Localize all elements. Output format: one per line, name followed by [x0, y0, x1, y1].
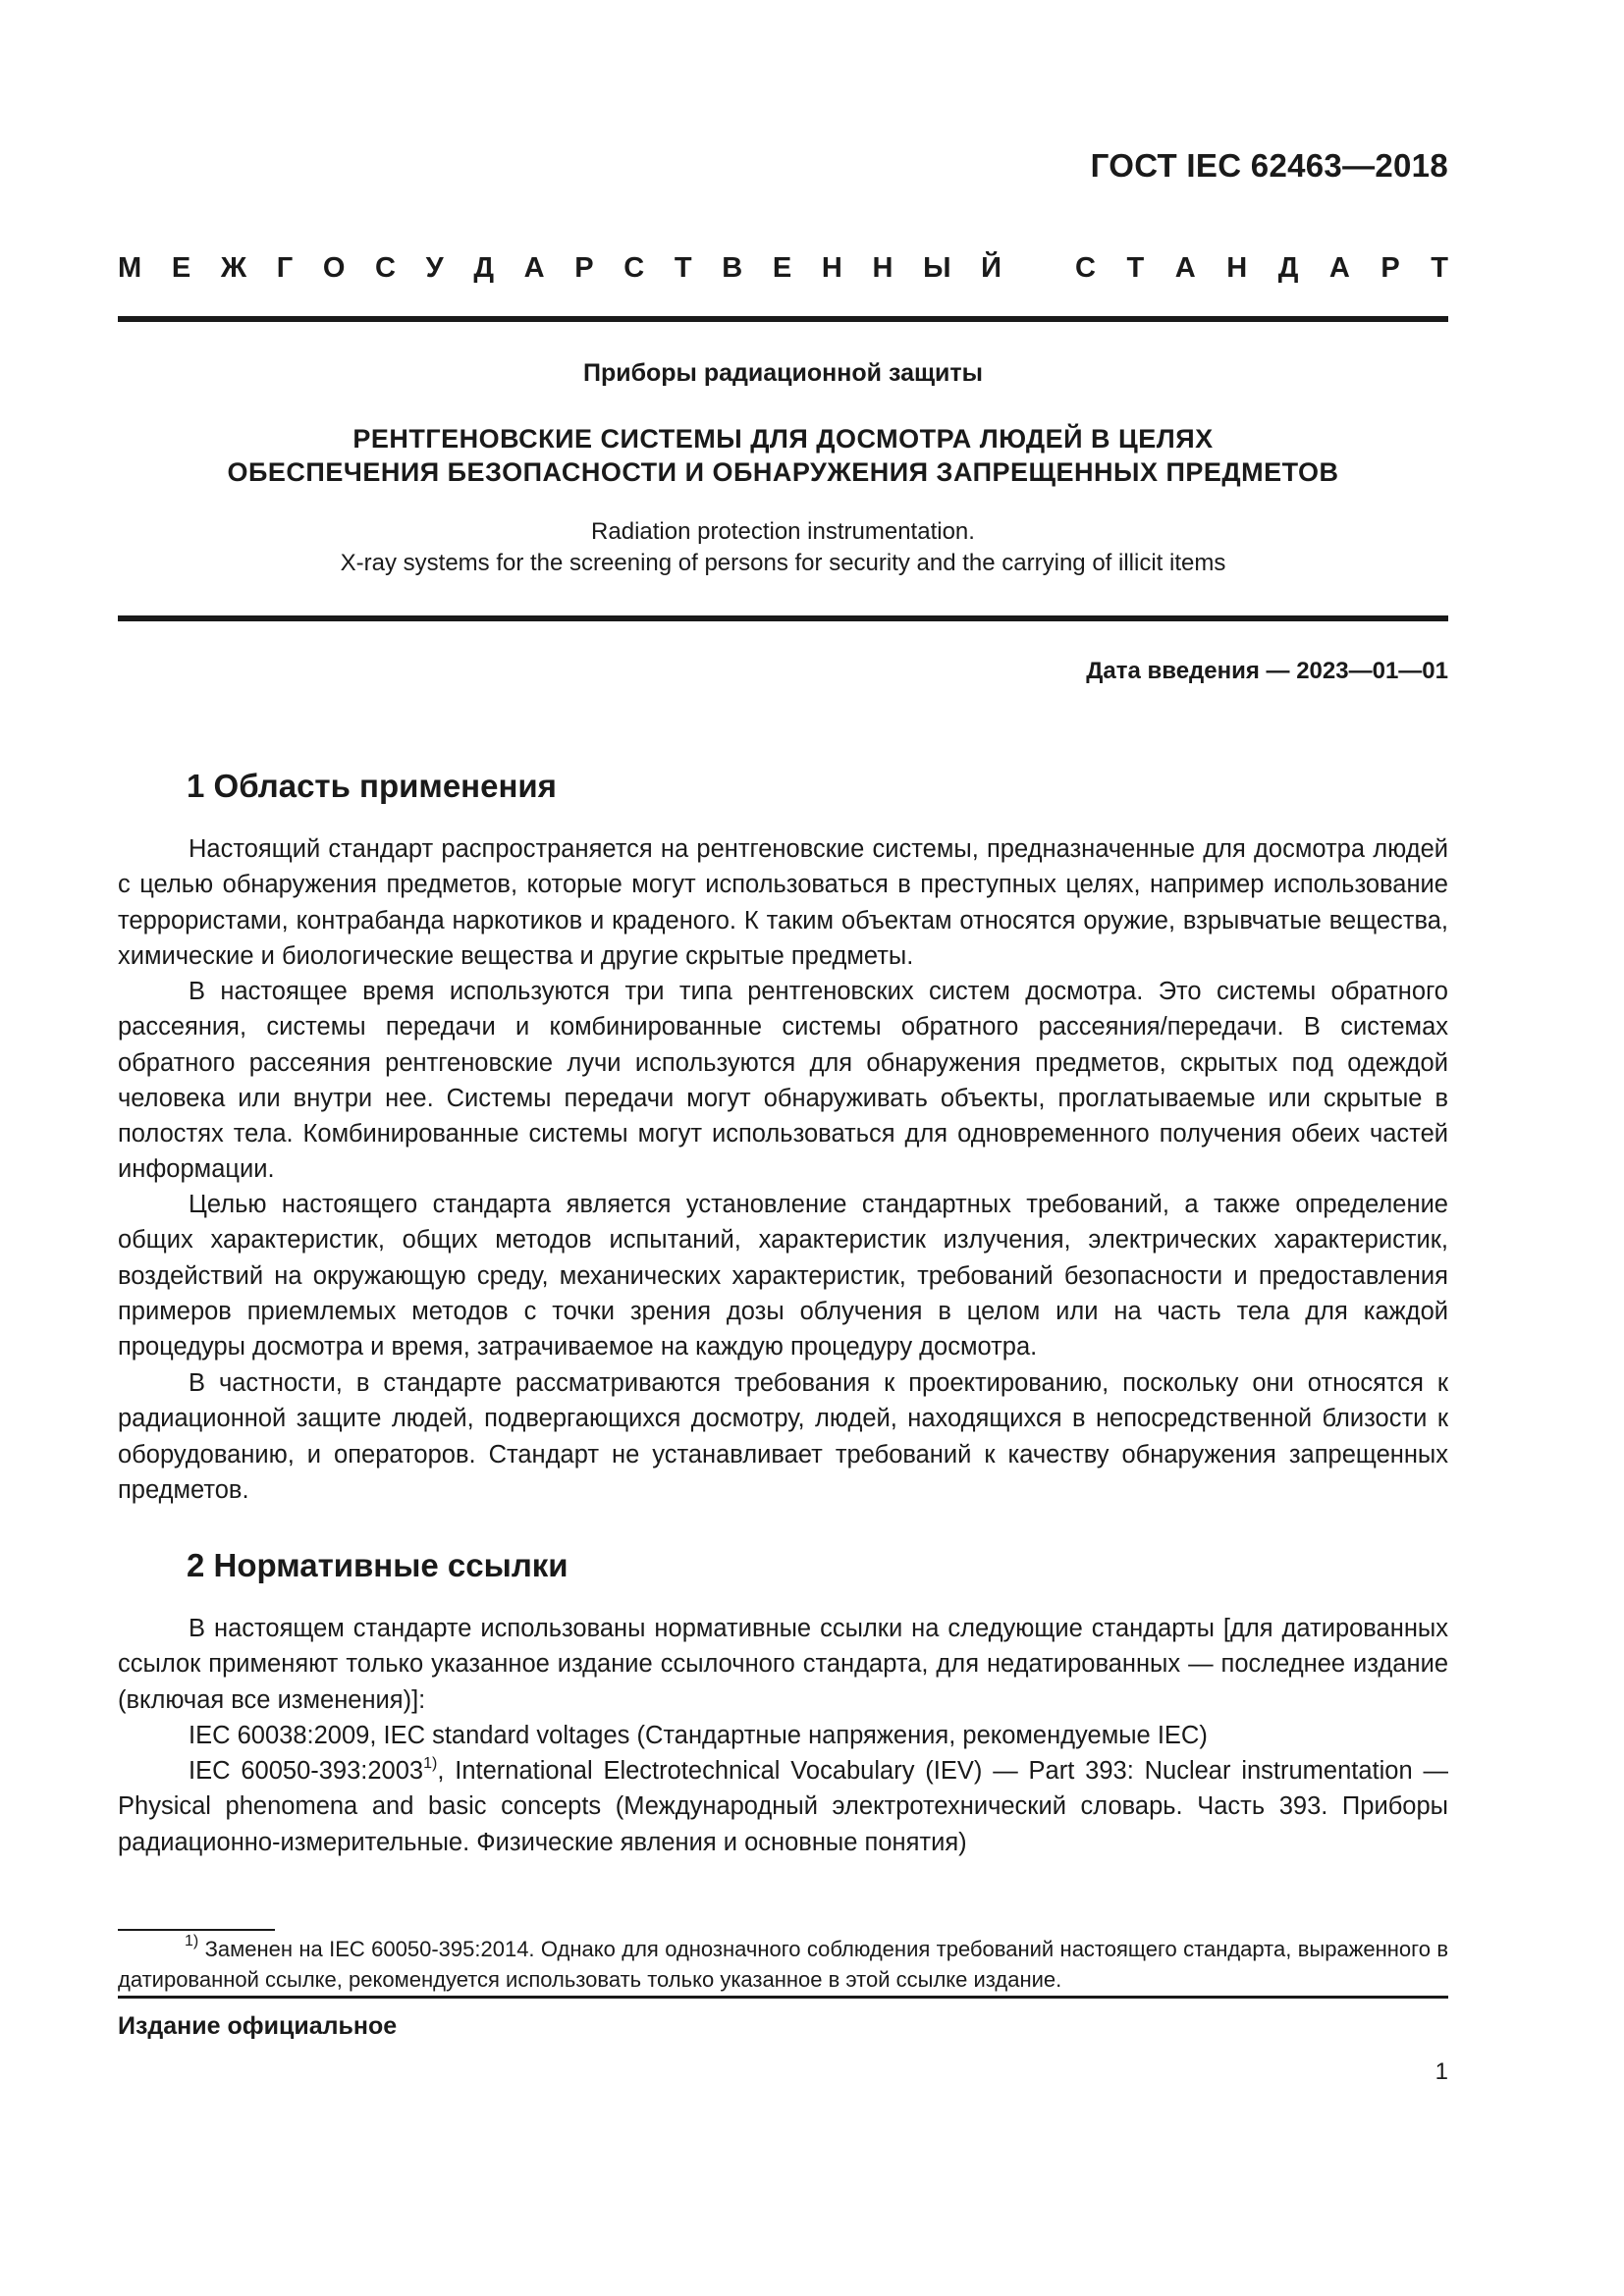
normative-reference: IEC 60038:2009, IEC standard voltages (Стандартные напряжения, рекомендуемые IEC) [189, 1722, 1208, 1749]
section-1-paragraph: В частности, в стандарте рассматриваются требования к проектированию, поскольку они относятся к радиационной защите людей, подвергающихся досмотру, людей, находящихся в непосредственной близости к оборудованию, и операторов. Стандарт не устанавливает требований к качеству обнаружения запрещенных предметов. [118, 1369, 1448, 1504]
section-1-paragraph: Целью настоящего стандарта является установление стандартных требований, а также определение общих характеристик, общих методов испытаний, характеристик излучения, электрических характеристик, воздействий на окружающую среду, механических характеристик, требований безопасности и предоставления примеров приемлемых методов с точки зрения дозы облучения в целом или на часть тела для каждой процедуры досмотра и время, затрачиваемое на каждую процедуру досмотра. [118, 1191, 1448, 1362]
banner-letter: У [425, 252, 444, 284]
document-page [118, 0, 1448, 2296]
footnote-divider [118, 1929, 275, 1931]
english-title-line: X-ray systems for the screening of persons for security and the carrying of illicit items [340, 550, 1226, 576]
banner-letter: Р [1380, 252, 1400, 284]
banner-letter: Й [981, 252, 1001, 284]
banner-letter: Н [821, 252, 842, 284]
banner-letter: Е [171, 252, 191, 284]
document-code: ГОСТ IEC 62463—2018 [1090, 147, 1448, 184]
footnote-text: Заменен на IEC 60050-395:2014. Однако для однозначного соблюдения требований настоящего стандарта, выраженного в датированной ссылке, рекомендуется использовать только указанное в этой ссылке издание. [118, 1937, 1448, 1992]
english-title [118, 516, 1448, 579]
banner-letter: Н [1226, 252, 1248, 284]
footnote-reference[interactable]: 1) [423, 1755, 438, 1772]
banner-letter: С [623, 252, 645, 284]
reference-code: IEC 60050-393:2003 [189, 1757, 424, 1785]
banner-letter: Ы [923, 252, 951, 284]
banner-letter: Т [674, 252, 692, 284]
introduction-date: Дата введения — 2023—01—01 [1086, 658, 1448, 684]
group-title: Приборы радиационной защиты [582, 359, 984, 387]
section-2-heading: 2 Нормативные ссылки [187, 1547, 568, 1583]
main-title [118, 422, 1448, 489]
interstate-standard-banner [118, 252, 1448, 285]
footnote-mark: 1) [185, 1933, 199, 1949]
banner-letter: Т [1431, 252, 1448, 284]
section-1-heading: 1 Область применения [187, 768, 557, 804]
main-title-line: ОБЕСПЕЧЕНИЯ БЕЗОПАСНОСТИ И ОБНАРУЖЕНИЯ ЗАПРЕЩЕННЫХ ПРЕДМЕТОВ [227, 457, 1339, 487]
footer-divider [118, 1996, 1448, 1999]
banner-letter: М [118, 252, 142, 284]
banner-letter: Д [1277, 252, 1299, 284]
banner-letter: А [523, 252, 545, 284]
section-2-intro: В настоящем стандарте использованы нормативные ссылки на следующие стандарты [для датированных ссылок применяют только указанное издание ссылочного стандарта, для недатированных — последнее издание (включая все изменения)]: [118, 1615, 1448, 1714]
page-number: 1 [1435, 2058, 1448, 2085]
english-title-line: Radiation protection instrumentation. [591, 518, 975, 545]
banner-letter: Т [1126, 252, 1145, 284]
banner-letter: Д [473, 252, 495, 284]
banner-letter: В [722, 252, 743, 284]
banner-letter: Р [574, 252, 594, 284]
banner-letter: О [322, 252, 346, 284]
banner-letter: С [375, 252, 396, 284]
banner-letter: Ж [220, 252, 247, 284]
normative-reference [118, 1753, 1448, 1860]
banner-letter: А [1174, 252, 1196, 284]
official-edition-label: Издание официальное [118, 2012, 398, 2040]
banner-word-interstate [118, 252, 1001, 285]
reference-text: , International Electrotechnical Vocabulary (IEV) — Part 393: Nuclear instrumentation — Physical phenomena and basic concepts (Международный электротехнический словарь. Часть 393. Приборы радиационно-измерительные. Физические явления и основные понятия) [118, 1757, 1448, 1856]
section-1-paragraph: В настоящее время используются три типа рентгеновских систем досмотра. Это системы обратного рассеяния, системы передачи и комбинированные системы обратного рассеяния/передачи. В системах обратного рассеяния рентгеновские лучи используются для обнаружения предметов, скрытых под одеждой человека или внутри нее. Системы передачи могут обнаруживать объекты, проглатываемые или скрытые в полостях тела. Комбинированные системы могут использоваться для одновременного получения обеих частей информации. [118, 978, 1448, 1184]
title-divider [118, 615, 1448, 621]
banner-letter: А [1328, 252, 1350, 284]
footnote [118, 1934, 1448, 1995]
banner-word-standard [1075, 252, 1448, 285]
section-1-paragraph: Настоящий стандарт распространяется на рентгеновские системы, предназначенные для досмотра людей с целью обнаружения предметов, которые могут использоваться в преступных целях, например использование террористами, контрабанда наркотиков и краденого. К таким объектам относятся оружие, взрывчатые вещества, химические и биологические вещества и другие скрытые предметы. [118, 835, 1448, 970]
banner-letter: С [1075, 252, 1096, 284]
banner-letter: Г [276, 252, 294, 284]
banner-letter: Н [872, 252, 893, 284]
header-divider [118, 316, 1448, 322]
main-title-line: РЕНТГЕНОВСКИЕ СИСТЕМЫ ДЛЯ ДОСМОТРА ЛЮДЕЙ В ЦЕЛЯХ [352, 424, 1214, 454]
banner-letter: Е [772, 252, 792, 284]
